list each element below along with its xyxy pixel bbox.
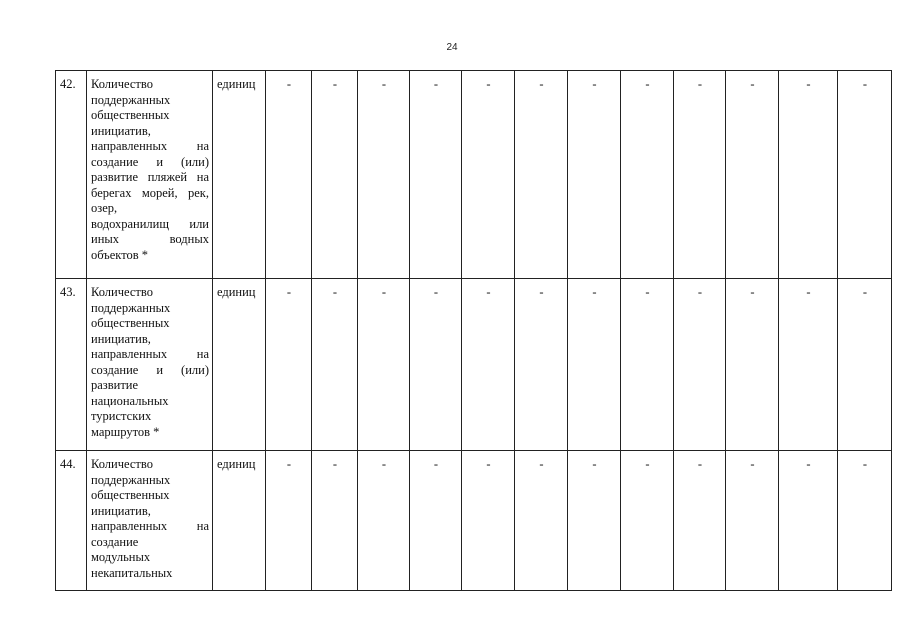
- value-cell: -: [838, 451, 892, 591]
- unit-cell: единиц: [213, 451, 266, 591]
- indicator-name-line: иных водных: [91, 232, 209, 246]
- indicator-name-line: некапитальных: [91, 565, 173, 580]
- value-cell: -: [358, 279, 410, 451]
- value-cell: -: [266, 451, 312, 591]
- indicator-name-line: развитие пляжей на: [91, 170, 209, 184]
- value-cell: -: [674, 279, 726, 451]
- indicator-name: [87, 71, 213, 279]
- value-cell: -: [358, 451, 410, 591]
- value-cell: -: [568, 71, 621, 279]
- value-cell: -: [462, 71, 515, 279]
- indicator-name-line: создание: [91, 534, 139, 549]
- table-row: [56, 279, 892, 451]
- value-cell: -: [568, 279, 621, 451]
- value-cell: -: [674, 451, 726, 591]
- indicator-name-line: туристских: [91, 409, 152, 423]
- indicator-name-line: общественных: [91, 316, 170, 330]
- table-row: [56, 451, 892, 591]
- value-cell: -: [515, 451, 568, 591]
- indicators-table: [55, 70, 892, 591]
- page-number: 24: [446, 42, 458, 53]
- value-cell: -: [410, 279, 462, 451]
- indicator-name-line: национальных: [91, 393, 169, 408]
- value-cell: -: [515, 71, 568, 279]
- indicator-name-line: инициатив,: [91, 123, 151, 138]
- row-number: 42.: [56, 71, 87, 279]
- value-cell: -: [779, 71, 838, 279]
- value-cell: -: [838, 279, 892, 451]
- indicator-name-line: создание и (или): [91, 362, 209, 377]
- indicator-name-line: озер,: [91, 201, 118, 215]
- indicator-name-line: общественных: [91, 108, 170, 122]
- value-cell: -: [621, 71, 674, 279]
- indicator-name-line: инициатив,: [91, 503, 151, 518]
- row-number: 44.: [56, 451, 87, 591]
- value-cell: -: [266, 71, 312, 279]
- value-cell: -: [568, 451, 621, 591]
- indicator-name-line: Количество: [91, 285, 153, 299]
- indicator-name: [87, 451, 213, 591]
- value-cell: -: [312, 71, 358, 279]
- value-cell: -: [779, 451, 838, 591]
- value-cell: -: [312, 451, 358, 591]
- indicator-name-line: инициатив,: [91, 331, 151, 346]
- indicator-name-line: объектов *: [91, 247, 149, 262]
- value-cell: -: [779, 279, 838, 451]
- indicator-name-line: берегах морей, рек,: [91, 185, 209, 200]
- indicator-name-line: маршрутов *: [91, 424, 160, 439]
- indicator-name-line: модульных: [91, 550, 151, 564]
- indicator-name: [87, 279, 213, 451]
- value-cell: -: [266, 279, 312, 451]
- value-cell: -: [312, 279, 358, 451]
- indicator-name-line: Количество: [91, 77, 153, 91]
- value-cell: -: [726, 451, 779, 591]
- indicator-name-line: направленных на: [91, 519, 209, 533]
- value-cell: -: [726, 279, 779, 451]
- indicator-name-line: создание и (или): [91, 154, 209, 169]
- indicator-name-line: водохранилищ или: [91, 216, 209, 231]
- indicator-name-line: поддержанных: [91, 92, 171, 107]
- indicator-name-line: Количество: [91, 457, 153, 471]
- indicator-name-line: развитие: [91, 378, 139, 392]
- unit-cell: единиц: [213, 279, 266, 451]
- table-row: [56, 71, 892, 279]
- indicator-name-line: направленных на: [91, 347, 209, 361]
- value-cell: -: [410, 71, 462, 279]
- unit-cell: единиц: [213, 71, 266, 279]
- value-cell: -: [462, 451, 515, 591]
- row-number: 43.: [56, 279, 87, 451]
- value-cell: -: [410, 451, 462, 591]
- value-cell: -: [462, 279, 515, 451]
- value-cell: -: [621, 279, 674, 451]
- value-cell: -: [674, 71, 726, 279]
- value-cell: -: [358, 71, 410, 279]
- value-cell: -: [838, 71, 892, 279]
- indicator-name-line: направленных на: [91, 139, 209, 153]
- value-cell: -: [621, 451, 674, 591]
- indicator-name-line: общественных: [91, 488, 170, 502]
- indicator-name-line: поддержанных: [91, 300, 171, 315]
- value-cell: -: [515, 279, 568, 451]
- indicator-name-line: поддержанных: [91, 472, 171, 487]
- value-cell: -: [726, 71, 779, 279]
